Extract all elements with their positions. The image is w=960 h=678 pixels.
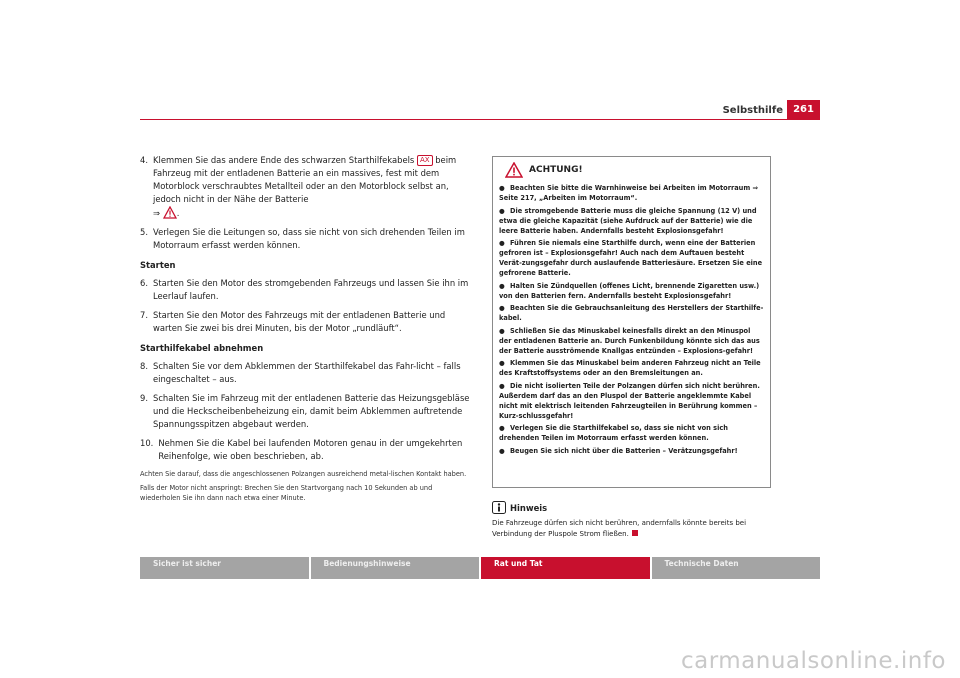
- warning-item: ● Verlegen Sie die Starthilfekabel so, dass sie nicht von sich drehenden Teilen im Motorraum erfasst werden können.: [499, 424, 728, 442]
- warning-triangle-icon: [505, 162, 523, 178]
- step-text: Klemmen Sie das andere Ende des schwarzen Starthilfekabels: [153, 155, 415, 165]
- warning-list: [493, 183, 770, 456]
- tab-technische-daten[interactable]: Technische Daten: [652, 557, 821, 579]
- step-text: Schalten Sie im Fahrzeug mit der entladenen Batterie das Heizungsgebläse und die Heckscheibenbeheizung ein, damit beim Abklemmen auftretende Spannungsspitzen abgebaut werden.: [153, 393, 470, 429]
- section-title: Selbsthilfe: [722, 105, 783, 116]
- step-9: [140, 392, 470, 431]
- bullet-icon: ●: [499, 446, 505, 455]
- page-header: [0, 0, 960, 125]
- warning-item: ● Die stromgebende Batterie muss die gleiche Spannung (12 V) und etwa die gleiche Kapazität (siehe Aufdruck auf der Batterie) wie die leere Batterie haben. Andernfalls besteht Explosionsgefahr!: [499, 206, 757, 235]
- step-number: 10.: [140, 438, 154, 448]
- step-8: [140, 360, 470, 386]
- warning-item: ● Die nicht isolierten Teile der Polzangen dürfen sich nicht berühren. Außerdem darf das an den Pluspol der Batterie angeklemmte Kabel nicht mit elektrisch leitenden Fahrzeugteilen in Berührung kommen – Kurz-schlussgefahr!: [499, 381, 760, 420]
- watermark: carmanualsonline.info: [680, 648, 946, 674]
- bullet-icon: ●: [499, 206, 505, 215]
- step-text: Verlegen Sie die Leitungen so, dass sie nicht von sich drehenden Teilen im Motorraum erfasst werden können.: [153, 227, 465, 250]
- step-number: 9.: [140, 393, 148, 403]
- step-text: Schalten Sie vor dem Abklemmen der Starthilfekabel das Fahr-licht – falls eingeschaltet – aus.: [153, 361, 461, 384]
- step-number: 5.: [140, 227, 148, 237]
- warning-title: ACHTUNG!: [529, 165, 583, 175]
- warning-triangle-icon[interactable]: [163, 206, 177, 219]
- step-5: [140, 226, 470, 252]
- tab-sicher-ist-sicher[interactable]: Sicher ist sicher: [140, 557, 309, 579]
- end-of-section-marker: [632, 530, 638, 536]
- page-number: 261: [787, 100, 820, 120]
- step-text: Nehmen Sie die Kabel bei laufenden Motoren genau in der umgekehrten Reihenfolge, wie oben beschrieben, ab.: [158, 438, 463, 461]
- warning-item: ● Beachten Sie die Gebrauchsanleitung des Herstellers der Starthilfe-kabel.: [499, 304, 764, 322]
- bullet-icon: ●: [499, 326, 505, 335]
- heading-remove-cables: Starthilfekabel abnehmen: [140, 343, 264, 353]
- step-7: [140, 309, 470, 335]
- warning-item: ● Klemmen Sie das Minuskabel beim anderen Fahrzeug nicht an Teile des Kraftstoffsystems oder an den Bremsleitungen an.: [499, 359, 761, 377]
- step-number: 8.: [140, 361, 148, 371]
- info-note-icon: [492, 501, 506, 514]
- warning-box: [492, 156, 771, 488]
- hint-section: [492, 501, 782, 539]
- step-number: 4.: [140, 155, 148, 165]
- bullet-icon: ●: [499, 359, 505, 367]
- header-divider: [140, 119, 820, 120]
- step-10: [140, 437, 470, 463]
- note-contact: Achten Sie darauf, dass die angeschlossenen Polzangen ausreichend metal-lischen Kontakt haben.: [140, 470, 467, 478]
- warning-item: ● Beachten Sie bitte die Warnhinweise bei Arbeiten im Motorraum ⇒ Seite 217, „Arbeiten im Motorraum“.: [499, 184, 759, 202]
- cross-reference-arrow[interactable]: ⇒: [153, 208, 161, 218]
- heading-starten: Starten: [140, 260, 176, 270]
- step-number: 7.: [140, 310, 148, 320]
- bullet-icon: ●: [499, 184, 505, 192]
- instructions-column: [140, 154, 470, 503]
- step-text: Starten Sie den Motor des stromgebenden Fahrzeugs und lassen Sie ihn im Leerlauf laufen.: [153, 278, 469, 301]
- tab-bedienungshinweise[interactable]: Bedienungshinweise: [311, 557, 480, 579]
- figure-reference-badge: AX: [417, 155, 433, 166]
- warning-item: ● Halten Sie Zündquellen (offenes Licht, brennende Zigaretten usw.) von den Batterien fern. Andernfalls besteht Explosionsgefahr!: [499, 281, 760, 300]
- tab-rat-und-tat[interactable]: Rat und Tat: [481, 557, 650, 579]
- hint-text: Die Fahrzeuge dürfen sich nicht berühren, andernfalls könnte bereits bei Verbindung der Pluspole Strom fließen.: [492, 519, 747, 538]
- warning-header: [493, 157, 770, 183]
- bullet-icon: ●: [499, 304, 505, 312]
- bullet-icon: ●: [499, 239, 505, 247]
- footer-nav: [140, 557, 820, 579]
- warning-item: ● Führen Sie niemals eine Starthilfe durch, wenn eine der Batterien gefroren ist – Explosionsgefahr! Auch nach dem Auftauen besteht Verät-zungsgefahr durch auslaufende Batteriesäure. Ersetzen Sie eine gefrorene Batterie.: [499, 239, 763, 277]
- bullet-icon: ●: [499, 424, 505, 432]
- warning-item: ● Beugen Sie sich nicht über die Batterien – Verätzungsgefahr!: [499, 446, 738, 455]
- bullet-icon: ●: [499, 281, 505, 290]
- warning-item: ● Schließen Sie das Minuskabel keinesfalls direkt an den Minuspol der entladenen Batterie an. Durch Funkenbildung könnte sich das aus der Batterie ausströmende Knallgas entzünden – Explosions-gefahr!: [499, 326, 760, 355]
- step-text-continued: beim Fahrzeug mit der entladenen Batterie an ein massives, fest mit dem Motorblock verschraubtes Metallteil oder an den Motorblock selbst an, jedoch nicht in der Nähe der Batterie: [153, 155, 457, 204]
- step-6: [140, 277, 470, 303]
- hint-header: [492, 501, 782, 514]
- step-number: 6.: [140, 278, 148, 288]
- bullet-icon: ●: [499, 381, 505, 390]
- step-4: 4. Klemmen Sie das andere Ende des schwarzen Starthilfekabels AX beim Fahrzeug mit der entladenen Batterie an ein massives, fest mit dem Motorblock verschraubtes Metallteil oder an den Motorblock selbst an, jedoch nicht in der Nähe der Batterie ⇒ .: [140, 155, 457, 218]
- step-text: Starten Sie den Motor des Fahrzeugs mit der entladenen Batterie und warten Sie zwei bis drei Minuten, bis der Motor „rundläuft“.: [153, 310, 446, 333]
- note-engine-not-starting: Falls der Motor nicht anspringt: Brechen Sie den Startvorgang nach 10 Sekunden ab und wiederholen Sie ihn dann nach etwa einer Minute.: [140, 484, 433, 502]
- hint-title: Hinweis: [510, 502, 548, 513]
